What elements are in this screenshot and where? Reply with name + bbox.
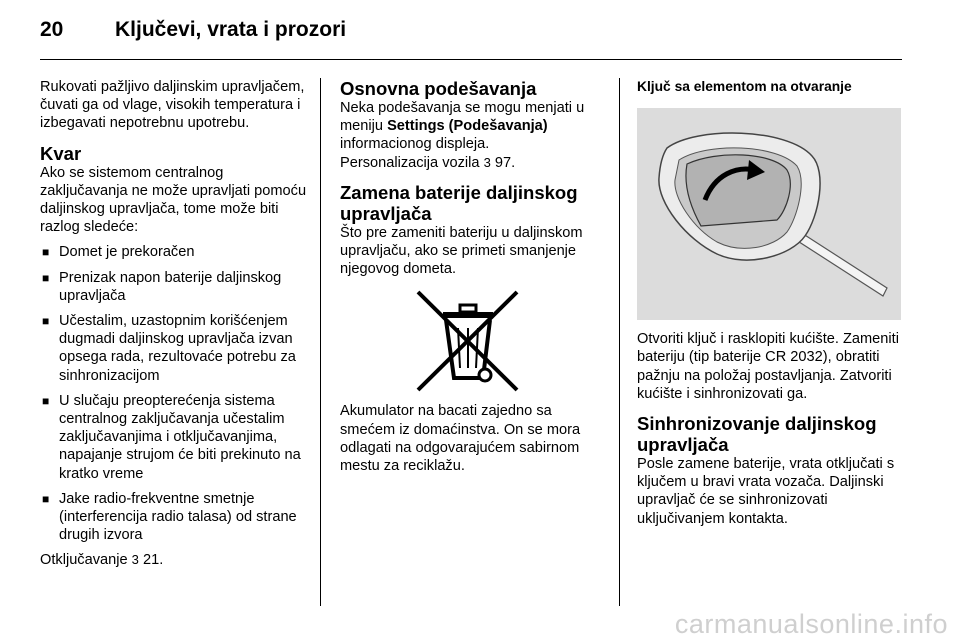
page-title: Ključevi, vrata i prozori: [115, 18, 347, 41]
bullet-icon: ■: [42, 491, 50, 506]
column-left: [40, 78, 310, 570]
watermark: carmanualsonline.info: [674, 609, 948, 639]
bullet-icon: ■: [42, 314, 50, 329]
crossed-out-bin-icon: [413, 290, 523, 392]
open-key-paragraph: Otvoriti ključ i rasklopiti kućište. Zameniti bateriju (tip baterije CR 2032), obratiti pažnju na položaj postavljanja. Zatvoriti kućište i sinhronizovati ga.: [637, 331, 899, 402]
bullet-icon: ■: [42, 270, 50, 285]
column-divider-1: [320, 78, 321, 606]
bullet-icon: ■: [42, 245, 50, 260]
sync-heading: Sinhronizovanje daljinskog upravljača: [637, 413, 877, 456]
intro-paragraph: Rukovati pažljivo daljinskim upravljačem, čuvati ga od vlage, visokih temperatura i izbegavati nepotrebnu upotrebu.: [40, 79, 305, 132]
sync-paragraph: Posle zamene baterije, vrata otključati s ključem u bravi vrata vozača. Daljinski upravljač će se sinhronizovati uključivanjem kontakta.: [637, 456, 895, 527]
basic-settings-heading: Osnovna podešavanja: [340, 78, 537, 99]
fault-causes-list: [40, 243, 310, 544]
unlock-reference[interactable]: Otključavanje 3 21.: [40, 552, 164, 569]
list-item: ■ Domet je prekoračen: [42, 244, 195, 261]
column-middle: [340, 78, 610, 475]
list-item: ■ U slučaju preopterećenja sistema centralnog zaključavanja učestalim zaključavanjima i otključavanjima, napajanje strujom će biti prekinuto na kratko vreme: [42, 392, 301, 482]
list-item: ■ Prenizak napon baterije daljinskog upravljača: [42, 269, 282, 304]
battery-replacement-paragraph: Što pre zameniti bateriju u daljinskom upravljaču, ako se primeti smanjenje njegovog dometa.: [340, 224, 583, 278]
personalization-reference[interactable]: Personalizacija vozila 3 97.: [340, 154, 516, 171]
page-number: 20: [40, 18, 64, 41]
key-illustration: [637, 108, 901, 320]
reference-arrow-icon: 3: [483, 154, 491, 170]
disposal-paragraph: Akumulator na bacati zajedno sa smećem iz domaćinstva. On se mora odlagati na odgovarajućem sabirnom mestu za reciklažu.: [340, 403, 581, 475]
reference-arrow-icon: 3: [131, 552, 139, 568]
list-item: ■ Učestalim, uzastopnim korišćenjem dugmadi daljinskog upravljača izvan opsega rada, rezultovaće potrebu za sinhronizacijom: [42, 313, 296, 384]
settings-menu-name: Settings (Podešavanja): [387, 118, 548, 135]
fault-paragraph: Ako se sistemom centralnog zaključavanja ne može upravljati pomoću daljinskog upravljača, tome može biti razlog sledeće:: [40, 164, 307, 236]
fault-heading: Kvar: [40, 142, 82, 164]
basic-settings-paragraph: Neka podešavanja se mogu menjati u meniju Settings (Podešavanja) informacionog displeja.: [340, 100, 585, 153]
battery-replacement-heading: Zamena baterije daljinskog upravljača: [340, 181, 578, 224]
header-rule: [40, 59, 902, 60]
column-right: [637, 78, 905, 528]
column-divider-2: [619, 78, 620, 606]
bullet-icon: ■: [42, 393, 50, 408]
figure-caption: Ključ sa elementom na otvaranje: [637, 79, 852, 94]
list-item: ■ Jake radio-frekventne smetnje (interferencija radio talasa) od strane drugih izvora: [42, 490, 297, 544]
